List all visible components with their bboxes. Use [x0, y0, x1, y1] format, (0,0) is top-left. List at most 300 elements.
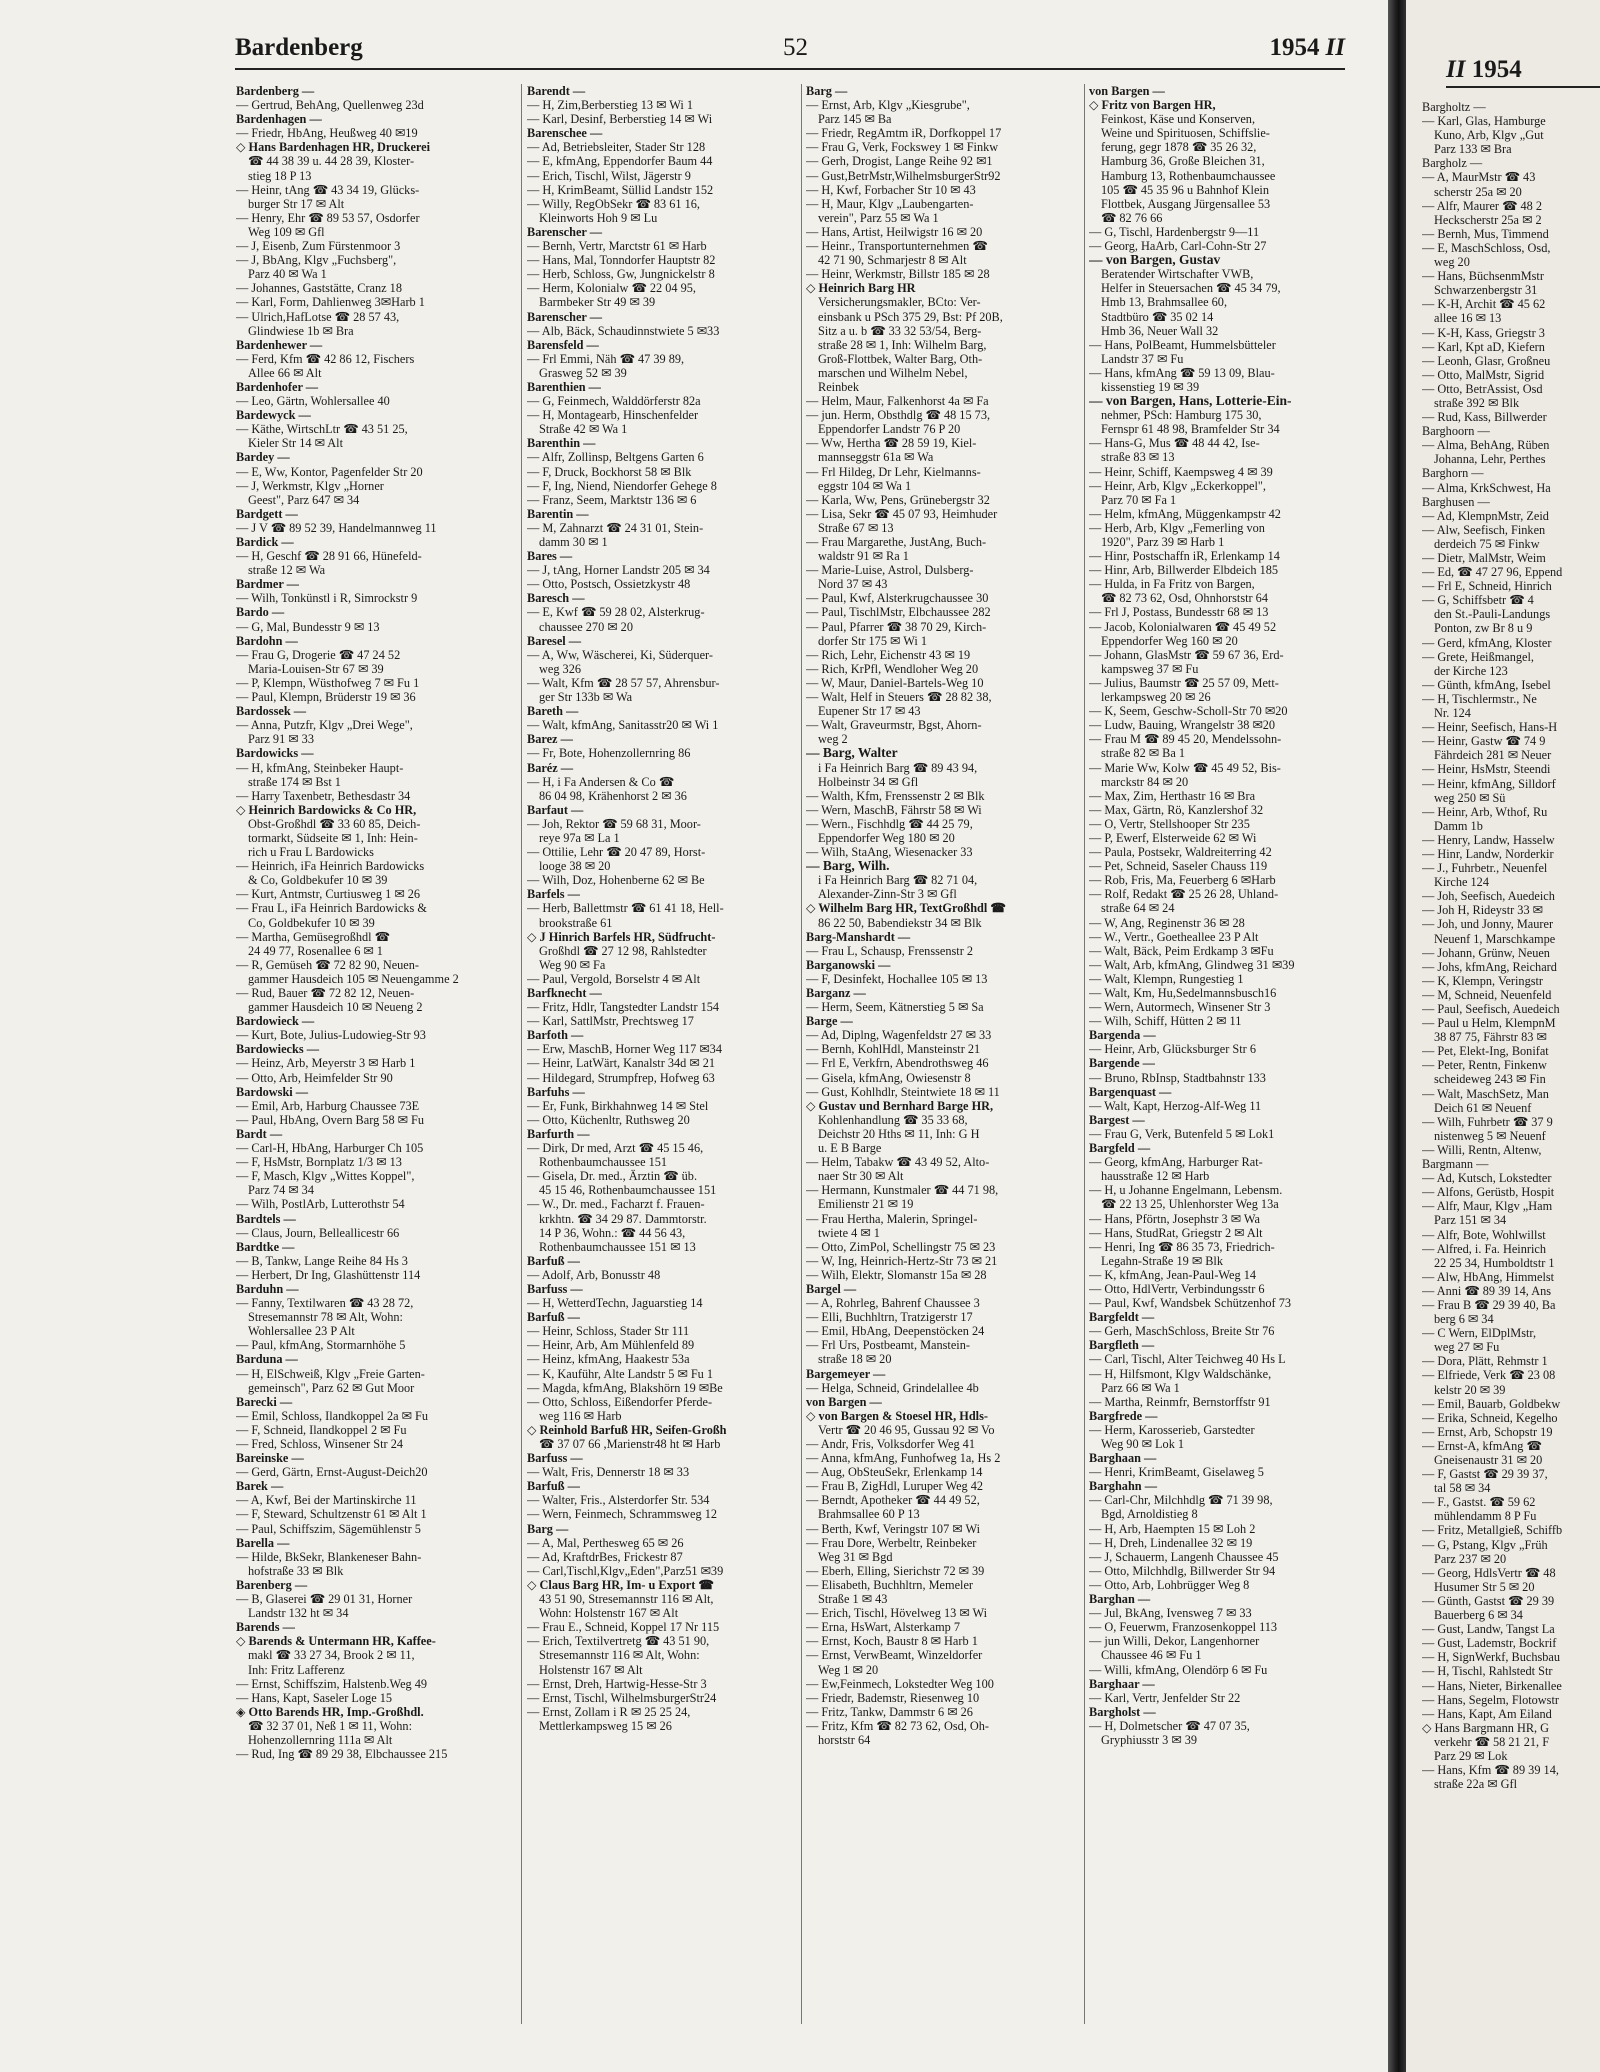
directory-line: stieg 18 P 13 — [248, 168, 312, 183]
directory-line: hausstraße 12 ✉ Harb — [1101, 1169, 1210, 1184]
directory-line: Bargholtz — — [1422, 100, 1486, 114]
directory-line: — H, Maur, Klgv „Laubengarten- — [806, 196, 974, 211]
directory-line: den St.-Pauli-Landungs — [1434, 607, 1551, 622]
directory-line: — Walth, Kfm, Frenssenstr 2 ✉ Blk — [806, 788, 985, 803]
column-divider — [1084, 84, 1085, 2024]
directory-line: Barduna — — [236, 1352, 298, 1367]
directory-line: Hamburg 13, Rothenbaumchaussee — [1101, 168, 1276, 183]
directory-line: Baresch — — [527, 591, 585, 606]
directory-line: ◇ Hans Bargmann HR, G — [1422, 1720, 1550, 1735]
directory-line: — Walt, Bäck, Peim Erdkamp 3 ✉Fu — [1089, 943, 1274, 958]
directory-line: — Frau G, Verk, Fockswey 1 ✉ Finkw — [806, 140, 999, 155]
directory-line: 22 25 34, Humboldtstr 1 — [1434, 1255, 1555, 1270]
directory-line: Bargel — — [806, 1281, 857, 1296]
directory-line: — Walt, Klempn, Rungestieg 1 — [1089, 971, 1244, 986]
directory-line: — K, Seem, Geschw-Scholl-Str 70 ✉20 — [1089, 704, 1288, 719]
directory-line: — Karl, Desinf, Berberstieg 14 ✉ Wi — [527, 112, 713, 127]
directory-line: — Alfr, Maur, Klgv „Ham — [1422, 1199, 1553, 1214]
directory-line: Brahmsallee 60 P 13 — [818, 1507, 920, 1522]
directory-line: — Ew,Feinmech, Lokstedter Weg 100 — [806, 1676, 994, 1691]
directory-line: Barenscher — — [527, 309, 603, 324]
directory-line: — Hermann, Kunstmaler ☎ 44 71 98, — [806, 1183, 999, 1198]
directory-line: — Willi, kfmAng, Olendörp 6 ✉ Fu — [1089, 1662, 1268, 1677]
directory-line: — Heinr, Schiff, Kaempsweg 4 ✉ 39 — [1089, 464, 1273, 479]
directory-line: Helfer in Steuersachen ☎ 45 34 79, — [1101, 281, 1281, 296]
directory-line: — Frl J, Postass, Bundesstr 68 ✉ 13 — [1089, 605, 1269, 620]
directory-line: — Erna, HsWart, Alsterkamp 7 — [806, 1620, 961, 1635]
directory-line: — Hans, StudRat, Griegstr 2 ✉ Alt — [1089, 1225, 1263, 1240]
directory-line: — Alfred, i. Fa. Heinrich — [1422, 1241, 1546, 1256]
directory-line: — J, BbAng, Klgv „Fuchsberg", — [236, 253, 397, 268]
directory-line: — Fred, Schloss, Winsener Str 24 — [236, 1437, 403, 1451]
directory-line: — Frau G, Verk, Butenfeld 5 ✉ Lok1 — [1089, 1126, 1275, 1141]
directory-line: ☎ 37 07 66 ,Marienstr48 ht ✉ Harb — [539, 1437, 721, 1451]
directory-line: — Emil, Arb, Harburg Chaussee 73E — [236, 1098, 420, 1113]
directory-line: Barenthien — — [527, 379, 601, 394]
directory-line: — Rich, KrPfl, Wendloher Weg 20 — [806, 661, 979, 676]
directory-line: — Ernst-A, kfmAng ☎ — [1422, 1438, 1542, 1453]
directory-line: Barmbeker Str 49 ✉ 39 — [539, 295, 656, 310]
directory-line: — Walt, Helf in Steuers ☎ 28 82 38, — [806, 690, 992, 705]
directory-line: weg 250 ✉ Sü — [1434, 790, 1506, 805]
directory-line: — Anni ☎ 89 39 14, Ans — [1422, 1283, 1552, 1298]
directory-line: — Magda, kfmAng, Blakshörn 19 ✉Be — [527, 1380, 723, 1395]
directory-line: — Karla, Ww, Pens, Grünebergstr 32 — [806, 492, 990, 507]
directory-line: — K-H, Archit ☎ 45 62 — [1422, 297, 1546, 312]
directory-line: — Jacob, Kolonialwaren ☎ 45 49 52 — [1089, 619, 1277, 634]
directory-line: — Hans, Kapt, Saseler Loge 15 — [236, 1690, 393, 1705]
directory-line: — Adolf, Arb, Bonusstr 48 — [527, 1267, 661, 1282]
directory-line: — W., Dr. med., Facharzt f. Frauen- — [527, 1197, 705, 1212]
directory-line: Parz 29 ✉ Lok — [1434, 1748, 1508, 1763]
page-header — [235, 34, 1345, 70]
directory-line: — Bernh, KohlHdl, Mansteinstr 21 — [806, 1042, 981, 1057]
directory-line: ◇ J Hinrich Barfels HR, Südfrucht- — [527, 929, 716, 944]
directory-line: Bardtels — — [236, 1211, 296, 1226]
directory-line: gemeinsch", Parz 62 ✉ Gut Moor — [248, 1380, 415, 1395]
directory-line: ◇ Fritz von Bargen HR, — [1089, 98, 1216, 113]
directory-line: weg 20 — [1434, 255, 1470, 270]
directory-line: — Gerh, MaschSchloss, Breite Str 76 — [1089, 1324, 1275, 1339]
directory-line: — H, Montagearb, Hinschenfelder — [527, 408, 699, 423]
directory-line: Hohenzollernring 111a ✉ Alt — [248, 1732, 393, 1747]
directory-line: Parz 91 ✉ 33 — [248, 732, 314, 747]
directory-line: — F, Schneid, Ilandkoppel 2 ✉ Fu — [236, 1422, 407, 1437]
directory-line: 1920", Parz 39 ✉ Harb 1 — [1101, 535, 1225, 549]
directory-line: — Karl, Vertr, Jenfelder Str 22 — [1089, 1690, 1241, 1705]
directory-line: — Frau G, Drogerie ☎ 47 24 52 — [236, 647, 401, 662]
directory-line: Wohn: Holstenstr 167 ✉ Alt — [539, 1606, 679, 1621]
directory-line: Barella — — [236, 1535, 290, 1550]
directory-line: — E, kfmAng, Eppendorfer Baum 44 — [527, 154, 713, 169]
directory-line: — Heinr, Arb, Klgv „Eckerkoppel", — [1089, 478, 1266, 493]
directory-line: — Anna, Putzfr, Klgv „Drei Wege", — [236, 718, 413, 733]
directory-line: — Heinrich, iFa Heinrich Bardowicks — [236, 859, 425, 874]
directory-line: — J., Fuhrbetr., Neuenfel — [1422, 861, 1548, 876]
directory-line: Barenberg — — [236, 1577, 308, 1592]
directory-line: Weg 109 ✉ Gfl — [248, 224, 325, 239]
directory-line: — Günth, Gastst ☎ 29 39 — [1422, 1593, 1555, 1608]
directory-line: — Gust,BetrMstr,WilhelmsburgerStr92 — [806, 168, 1001, 183]
directory-line: — Max, Gärtn, Rö, Kanzlershof 32 — [1089, 802, 1264, 817]
directory-line: Stresemannstr 116 ✉ Alt, Wohn: — [539, 1648, 700, 1663]
directory-line: — Elli, Buchhltrn, Tratzigerstr 17 — [806, 1310, 973, 1325]
directory-line: Heckscherstr 25a ✉ 2 — [1434, 212, 1542, 227]
directory-line: Kirche 124 — [1434, 875, 1489, 890]
directory-line: — Heinr., Transportunternehmen ☎ — [806, 239, 988, 254]
directory-line: — A, MaurMstr ☎ 43 — [1422, 170, 1536, 185]
directory-line: Baréz — — [527, 760, 574, 775]
directory-line: Bardenhofer — — [236, 379, 319, 394]
directory-line: — Lisa, Sekr ☎ 45 07 93, Heimhuder — [806, 506, 998, 521]
directory-line: — Paul, kfmAng, Stormarnhöhe 5 — [236, 1338, 406, 1353]
directory-line: Eppendorfer Weg 180 ✉ 20 — [818, 830, 955, 845]
directory-line: — Herb, Ballettmstr ☎ 61 41 18, Hell- — [527, 901, 724, 916]
directory-line: — A, Ww, Wäscherei, Ki, Süderquer- — [527, 647, 713, 662]
directory-line: Bargholz — — [1422, 156, 1483, 171]
directory-line: Barfurth — — [527, 1126, 590, 1141]
directory-line: — Carl,Tischl,Klgv„Eden",Parz51 ✉39 — [527, 1563, 724, 1578]
directory-line: — Emil, HbAng, Deepenstöcken 24 — [806, 1324, 985, 1339]
directory-line: Fährdeich 281 ✉ Neuer — [1434, 748, 1552, 763]
directory-line: ◇ Hans Bardenhagen HR, Druckerei — [236, 140, 431, 155]
directory-line: — Johs, kfmAng, Reichard — [1422, 959, 1557, 974]
directory-line: — Otto, Küchenltr, Ruthsweg 20 — [527, 1112, 690, 1127]
directory-line: — Ad, KraftdrBes, Frickestr 87 — [527, 1549, 683, 1564]
directory-line: — Hans, Kfm ☎ 89 39 14, — [1422, 1763, 1559, 1778]
directory-line: weg 2 — [818, 732, 848, 747]
directory-line: — Ludw, Bauing, Wrangelstr 38 ✉20 — [1089, 718, 1276, 733]
directory-line: Barfels — — [527, 887, 580, 902]
directory-column-1 — [236, 84, 504, 2044]
directory-line: chaussee 270 ✉ 20 — [539, 619, 633, 634]
directory-line: — Fritz, Metallgieß, Schiffb — [1422, 1523, 1563, 1538]
directory-line: — Ottilie, Lehr ☎ 20 47 89, Horst- — [527, 845, 706, 860]
directory-line: — Willy, RegObSekr ☎ 83 61 16, — [527, 196, 700, 211]
directory-line: — Ulrich,HafLotse ☎ 28 57 43, — [236, 309, 400, 324]
directory-line: 38 87 75, Fährstr 83 ✉ — [1434, 1030, 1547, 1045]
directory-line: — H, Kwf, Forbacher Str 10 ✉ 43 — [806, 182, 976, 197]
directory-line: horststr 64 — [818, 1732, 871, 1747]
directory-line: — Helm, Maur, Falkenhorst 4a ✉ Fa — [806, 394, 989, 409]
directory-line: — Hans, Segelm, Flotowstr — [1422, 1692, 1559, 1707]
directory-line: — Joh, Seefisch, Auedeich — [1422, 889, 1555, 904]
directory-line: — Frau Margarethe, JustAng, Buch- — [806, 535, 987, 549]
page-header-name: Bardenberg — [235, 34, 363, 61]
directory-line: allee 16 ✉ 13 — [1434, 311, 1502, 326]
directory-line: nehmer, PSch: Hamburg 175 30, — [1101, 408, 1262, 423]
directory-line: — Claus, Journ, Belleallicestr 66 — [236, 1225, 400, 1240]
directory-line: — Paul, Kwf, Alsterkrugchaussee 30 — [806, 591, 989, 606]
directory-line: — Paul, Kwf, Wandsbek Schützenhof 73 — [1089, 1296, 1291, 1311]
directory-line: — Ad, Kutsch, Lokstedter — [1422, 1171, 1552, 1186]
directory-line: — Pet, Schneid, Saseler Chauss 119 — [1089, 859, 1268, 874]
directory-line: — Ernst, Dreh, Hartwig-Hesse-Str 3 — [527, 1676, 707, 1691]
directory-line: gammer Hausdeich 105 ✉ Neuengamme 2 — [248, 971, 459, 986]
directory-line: — Otto, Schloss, Eißendorfer Pferde- — [527, 1394, 713, 1409]
directory-line: Barfuss — — [527, 1281, 583, 1296]
directory-line: — Pet, Elekt-Ing, Bonifat — [1422, 1044, 1549, 1059]
directory-line: — Georg, HaArb, Carl-Cohn-Str 27 — [1089, 239, 1267, 254]
directory-line: — W., Vertr., Goetheallee 23 P Alt — [1089, 929, 1259, 944]
directory-line: Barduhn — — [236, 1281, 299, 1296]
directory-line: — J V ☎ 89 52 39, Handelmannweg 11 — [236, 520, 437, 535]
directory-line: — Bernh, Vertr, Marctstr 61 ✉ Harb — [527, 239, 707, 254]
directory-line: — Otto, Milchhdlg, Billwerder Str 94 — [1089, 1563, 1276, 1578]
directory-line: ◇ Barends & Untermann HR, Kaffee- — [236, 1634, 436, 1649]
directory-line: — Karl, Glas, Hamburge — [1422, 114, 1546, 129]
directory-line: — Henri, Ing ☎ 86 35 73, Friedrich- — [1089, 1239, 1275, 1254]
directory-line: — Ernst, Zollam i R ✉ 25 25 24, — [527, 1704, 691, 1719]
directory-line: — E, Kwf ☎ 59 28 02, Alsterkrug- — [527, 605, 705, 620]
directory-line: ◇ Claus Barg HR, Im- u Export ☎ — [527, 1577, 714, 1592]
directory-line: — Paula, Postsekr, Waldreiterring 42 — [1089, 845, 1272, 860]
directory-line: — Fritz, Tankw, Dammstr 6 ✉ 26 — [806, 1704, 973, 1719]
directory-line: — Paul, Pfarrer ☎ 38 70 29, Kirch- — [806, 619, 987, 634]
directory-line: — Dietr, MalMstr, Weim — [1422, 551, 1546, 565]
directory-line: — Max, Zim, Herthastr 16 ✉ Bra — [1089, 788, 1256, 803]
directory-line: Bardgett — — [236, 506, 298, 521]
directory-line: — F, Masch, Klgv „Wittes Koppel", — [236, 1169, 415, 1184]
directory-line: — Georg, kfmAng, Harburger Rat- — [1089, 1155, 1263, 1170]
directory-line: — Heinz, kfmAng, Haakestr 53a — [527, 1352, 690, 1367]
directory-line: — F, HsMstr, Bornplatz 1/3 ✉ 13 — [236, 1155, 402, 1170]
directory-line: — H, kfmAng, Steinbeker Haupt- — [236, 760, 404, 775]
directory-line: — Herm, Karosserieb, Garstedter — [1089, 1422, 1255, 1437]
directory-line: — Grete, Heißmangel, — [1422, 649, 1534, 664]
directory-line: straße 28 ✉ 1, Inh: Wilhelm Barg, — [818, 337, 987, 352]
directory-line: — W, Ang, Reginenstr 36 ✉ 28 — [1089, 915, 1245, 930]
directory-line: — Friedr, HbAng, Heußweg 40 ✉19 — [236, 126, 418, 141]
directory-line: mannseggstr 61a ✉ Wa — [818, 450, 934, 465]
directory-line: — Aug, ObSteuSekr, Erlenkamp 14 — [806, 1465, 983, 1480]
directory-line: gammer Hausdeich 10 ✉ Neueng 2 — [248, 1000, 423, 1015]
directory-line: Hamburg 36, Große Bleichen 31, — [1101, 154, 1265, 169]
directory-line: Parz 66 ✉ Wa 1 — [1101, 1380, 1180, 1395]
directory-line: Bareinske — — [236, 1451, 304, 1466]
directory-line: Legahn-Straße 19 ✉ Blk — [1101, 1253, 1223, 1268]
directory-line: Barfaut — — [527, 802, 584, 817]
directory-line: rich u Frau L Bardowicks — [248, 845, 374, 860]
directory-line: — Kurt, Bote, Julius-Ludowieg-Str 93 — [236, 1028, 426, 1043]
directory-line: — Johann, Grünw, Neuen — [1422, 945, 1550, 960]
directory-line: — Ad, KlempnMstr, Zeid — [1422, 508, 1549, 523]
directory-line: ◇ Heinrich Bardowicks & Co HR, — [236, 802, 417, 817]
directory-line: Barez — — [527, 732, 573, 747]
directory-line: — K, kfmAng, Jean-Paul-Weg 14 — [1089, 1267, 1257, 1282]
directory-line: — Hans, Kapt, Am Eiland — [1422, 1706, 1552, 1721]
directory-line: Barganowski — — [806, 957, 891, 972]
directory-line: — Ernst, Koch, Baustr 8 ✉ Harb 1 — [806, 1634, 978, 1649]
directory-line: — Paul, Klempn, Brüderstr 19 ✉ 36 — [236, 690, 416, 705]
directory-line: — Eberh, Elling, Sierichstr 72 ✉ 39 — [806, 1563, 985, 1578]
directory-line: straße 392 ✉ Blk — [1434, 395, 1520, 410]
directory-line: — H, Arb, Haempten 15 ✉ Loh 2 — [1089, 1521, 1256, 1536]
directory-line: — Gust, Kohlhdlr, Steintwiete 18 ✉ 11 — [806, 1084, 1000, 1099]
directory-line: Barenthin — — [527, 436, 596, 451]
directory-line: straße 82 ✉ Ba 1 — [1101, 746, 1186, 761]
directory-line: Flottbek, Ausgang Jürgensallee 53 — [1101, 196, 1271, 211]
book-gutter — [1388, 0, 1406, 2072]
directory-line: — Barg, Wilh. — [806, 859, 890, 874]
directory-line: Barensfeld — — [527, 337, 599, 352]
directory-line: — A, Mal, Perthesweg 65 ✉ 26 — [527, 1535, 684, 1550]
directory-line: Hmb 36, Neuer Wall 32 — [1101, 323, 1219, 338]
directory-line: Mettlerkampsweg 15 ✉ 26 — [539, 1718, 672, 1733]
directory-line: Weine und Spirituosen, Schiffslie- — [1101, 126, 1270, 141]
directory-line: — Anna, kfmAng, Funhofweg 1a, Hs 2 — [806, 1451, 1001, 1466]
directory-line: — H, Dreh, Lindenallee 32 ✉ 19 — [1089, 1535, 1253, 1550]
directory-line: — Ernst, Arb, Schopstr 19 — [1422, 1424, 1553, 1439]
directory-line: Hmb 13, Brahmsallee 60, — [1101, 295, 1228, 310]
directory-line: — Ernst, Tischl, WilhelmsburgerStr24 — [527, 1690, 717, 1705]
directory-line: Bgd, Arnoldistieg 8 — [1101, 1507, 1198, 1522]
directory-line: — Frau E., Schneid, Koppel 17 Nr 115 — [527, 1620, 720, 1635]
directory-line: — E, Ww, Kontor, Pagenfelder Str 20 — [236, 464, 423, 479]
directory-line: — Frau B ☎ 29 39 40, Ba — [1422, 1297, 1556, 1312]
directory-line: Barge — — [806, 1014, 853, 1029]
directory-line: — Frau M ☎ 89 45 20, Mendelssohn- — [1089, 732, 1282, 747]
directory-line: kelstr 20 ✉ 39 — [1434, 1382, 1506, 1397]
directory-line: Rothenbaumchaussee 151 — [539, 1155, 668, 1170]
directory-line: marckstr 84 ✉ 20 — [1101, 774, 1189, 789]
directory-line: — Frl Hildeg, Dr Lehr, Kielmanns- — [806, 464, 981, 479]
directory-line: Bargest — — [1089, 1112, 1145, 1127]
directory-line: — G, Pstang, Klgv „Früh — [1422, 1537, 1548, 1552]
directory-line: — Erika, Schneid, Kegelho — [1422, 1410, 1558, 1425]
directory-line: — F, Ing, Niend, Niendorfer Gehege 8 — [527, 478, 717, 493]
directory-line: — Gisela, kfmAng, Owiesenstr 8 — [806, 1070, 971, 1085]
directory-line: — Er, Funk, Birkhahnweg 14 ✉ Stel — [527, 1098, 709, 1113]
directory-line: — H, Geschf ☎ 28 91 66, Hünefeld- — [236, 549, 422, 564]
directory-line: — Leo, Gärtn, Wohlersallee 40 — [236, 394, 390, 409]
directory-line: Bargenquast — — [1089, 1084, 1172, 1099]
directory-line: einsbank u PSch 375 29, Bst: Pf 20B, — [818, 309, 1003, 324]
directory-line: Geest", Parz 647 ✉ 34 — [248, 492, 360, 507]
directory-line: Eupener Str 17 ✉ 43 — [818, 704, 921, 719]
directory-line: — Hulda, in Fa Fritz von Bargen, — [1089, 577, 1255, 592]
directory-line: ☎ 22 13 25, Uhlenhorster Weg 13a — [1101, 1197, 1279, 1212]
directory-line: — Erich, Tischl, Hövelweg 13 ✉ Wi — [806, 1606, 988, 1621]
directory-line: verkehr ☎ 58 21 21, F — [1434, 1734, 1550, 1749]
directory-line: marschen und Wilhelm Nebel, — [818, 365, 968, 380]
directory-line: — Ww, Hertha ☎ 28 59 19, Kiel- — [806, 436, 977, 451]
directory-line: — Walt, Fris, Dennerstr 18 ✉ 33 — [527, 1465, 690, 1480]
directory-line: 86 22 50, Babendiekstr 34 ✉ Blk — [818, 915, 982, 930]
directory-line: — Otto, ZimPol, Schellingstr 75 ✉ 23 — [806, 1239, 996, 1254]
directory-line: Barfuhs — — [527, 1084, 585, 1099]
directory-line: Barfoth — — [527, 1028, 584, 1043]
directory-line: Barghusen — — [1422, 494, 1490, 509]
directory-line: — Otto, BetrAssist, Osd — [1422, 381, 1543, 396]
directory-line: — Paul, TischlMstr, Elbchaussee 282 — [806, 605, 991, 620]
directory-line: — H, u Johanne Engelmann, Lebensm. — [1089, 1183, 1283, 1198]
directory-line: Barendt — — [527, 84, 586, 98]
directory-line: Eppendorfer Landstr 76 P 20 — [818, 422, 961, 437]
directory-line: Landstr 37 ✉ Fu — [1101, 351, 1184, 366]
directory-line: — Carl, Tischl, Alter Teichweg 40 Hs L — [1089, 1352, 1286, 1367]
directory-line: — Heinr, Seefisch, Hans-H — [1422, 720, 1558, 735]
directory-line: — Helm, kfmAng, Müggenkampstr 42 — [1089, 506, 1281, 521]
directory-line: ☎ 44 38 39 u. 44 28 39, Kloster- — [248, 154, 415, 169]
directory-line: — Leonh, Glasr, Großneu — [1422, 353, 1551, 368]
directory-line: — K, Kauführ, Alte Landstr 5 ✉ Fu 1 — [527, 1366, 714, 1381]
directory-line: Barenscher — — [527, 224, 603, 239]
directory-line: — P, Klempn, Wüsthofweg 7 ✉ Fu 1 — [236, 675, 420, 690]
directory-line: — Ad, Diplng, Wagenfeldstr 27 ✉ 33 — [806, 1028, 992, 1043]
directory-line: — Gerd, kfmAng, Kloster — [1422, 635, 1552, 650]
directory-line: — Paul, Vergold, Borselstr 4 ✉ Alt — [527, 971, 701, 986]
directory-line: — Joh H, Rideystr 33 ✉ — [1422, 903, 1543, 918]
directory-line: Eppendorfer Weg 160 ✉ 20 — [1101, 633, 1238, 648]
directory-line: Bardossek — — [236, 704, 307, 719]
directory-line: — Alfr, Maurer ☎ 48 2 — [1422, 198, 1543, 213]
directory-line: — Heinr, HsMstr, Steendi — [1422, 762, 1551, 777]
directory-line: burger Str 17 ✉ Alt — [248, 196, 345, 211]
directory-line: — Herb, Schloss, Gw, Jungnickelstr 8 — [527, 267, 715, 282]
directory-line: Bargfeldt — — [1089, 1310, 1155, 1325]
directory-line: — A, Kwf, Bei der Martinskirche 11 — [236, 1493, 417, 1508]
directory-line: — Dora, Plätt, Rehmstr 1 — [1422, 1354, 1548, 1369]
directory-line: Ponton, zw Br 8 u 9 — [1434, 621, 1533, 636]
directory-line: — Elisabeth, Buchhltrn, Memeler — [806, 1577, 973, 1592]
directory-line: i Fa Heinrich Barg ☎ 82 71 04, — [818, 873, 978, 888]
directory-line: — O, Vertr, Stellshooper Str 235 — [1089, 816, 1250, 831]
directory-line: — Heinr, Gastw ☎ 74 9 — [1422, 734, 1546, 749]
directory-line: von Bargen — — [806, 1394, 882, 1409]
directory-line: — Walt, Kapt, Herzog-Alf-Weg 11 — [1089, 1098, 1262, 1113]
directory-line: — Ad, Betriebsleiter, Stader Str 128 — [527, 140, 706, 155]
directory-line: Beratender Wirtschafter VWB, — [1101, 267, 1254, 282]
directory-line: Parz 70 ✉ Fa 1 — [1101, 492, 1177, 507]
directory-line: Grasweg 52 ✉ 39 — [539, 365, 627, 380]
directory-line: — H, Hilfsmont, Klgv Waldschänke, — [1089, 1366, 1272, 1381]
directory-line: — Walt, Kfm ☎ 28 57 57, Ahrensbur- — [527, 675, 720, 690]
directory-column-2 — [527, 84, 795, 2044]
directory-line: — Helga, Schneid, Grindelallee 4b — [806, 1380, 979, 1395]
directory-line: 43 51 90, Stresemannstr 116 ✉ Alt, — [539, 1592, 714, 1607]
directory-line: — Emil, Schloss, Ilandkoppel 2a ✉ Fu — [236, 1408, 429, 1423]
directory-line: — Berth, Kwf, Veringstr 107 ✉ Wi — [806, 1521, 980, 1536]
directory-line: lerkampsweg 20 ✉ 26 — [1101, 690, 1211, 705]
directory-line: — Wilh, Elektr, Slomanstr 15a ✉ 28 — [806, 1267, 987, 1282]
directory-line: Barends — — [236, 1620, 295, 1635]
directory-line: — Frau B, ZigHdl, Luruper Weg 42 — [806, 1479, 984, 1494]
directory-line: Bargenda — — [1089, 1028, 1156, 1043]
directory-line: — Gertrud, BehAng, Quellenweg 23d — [236, 98, 424, 113]
directory-line: — F., Gastst. ☎ 59 62 — [1422, 1495, 1536, 1510]
directory-line: Groß-Flottbek, Walter Barg, Oth- — [818, 351, 983, 366]
directory-line: — H, Zim,Berberstieg 13 ✉ Wi 1 — [527, 98, 694, 113]
directory-line: — Otto, HdlVertr, Verbindungsstr 6 — [1089, 1281, 1265, 1296]
directory-line: der Kirche 123 — [1434, 663, 1508, 678]
directory-line: — Andr, Fris, Volksdorfer Weg 41 — [806, 1437, 975, 1451]
directory-line: — A, Rohrleg, Bahrenf Chaussee 3 — [806, 1296, 980, 1311]
directory-line: Bardey — — [236, 450, 290, 465]
directory-line: reye 97a ✉ La 1 — [539, 830, 620, 845]
directory-line: — Wilh, Fuhrbetr ☎ 37 9 — [1422, 1114, 1553, 1129]
directory-line: von Bargen — — [1089, 84, 1165, 98]
directory-line: — Henri, KrimBeamt, Giselaweg 5 — [1089, 1465, 1264, 1480]
directory-line: — Otto, Arb, Lohbrügger Weg 8 — [1089, 1577, 1250, 1592]
directory-line: — B, Tankw, Lange Reihe 84 Hs 3 — [236, 1253, 408, 1268]
directory-line: — F, Desinfekt, Hochallee 105 ✉ 13 — [806, 971, 988, 986]
directory-line: Bardewyck — — [236, 408, 311, 423]
directory-line: — Alma, KrkSchwest, Ha — [1422, 480, 1551, 495]
directory-line: looge 38 ✉ 20 — [539, 859, 611, 874]
directory-line: ◇ Wilhelm Barg HR, TextGroßhdl ☎ — [806, 901, 1006, 916]
directory-line: — O, Feuerwm, Franzosenkoppel 113 — [1089, 1620, 1278, 1635]
